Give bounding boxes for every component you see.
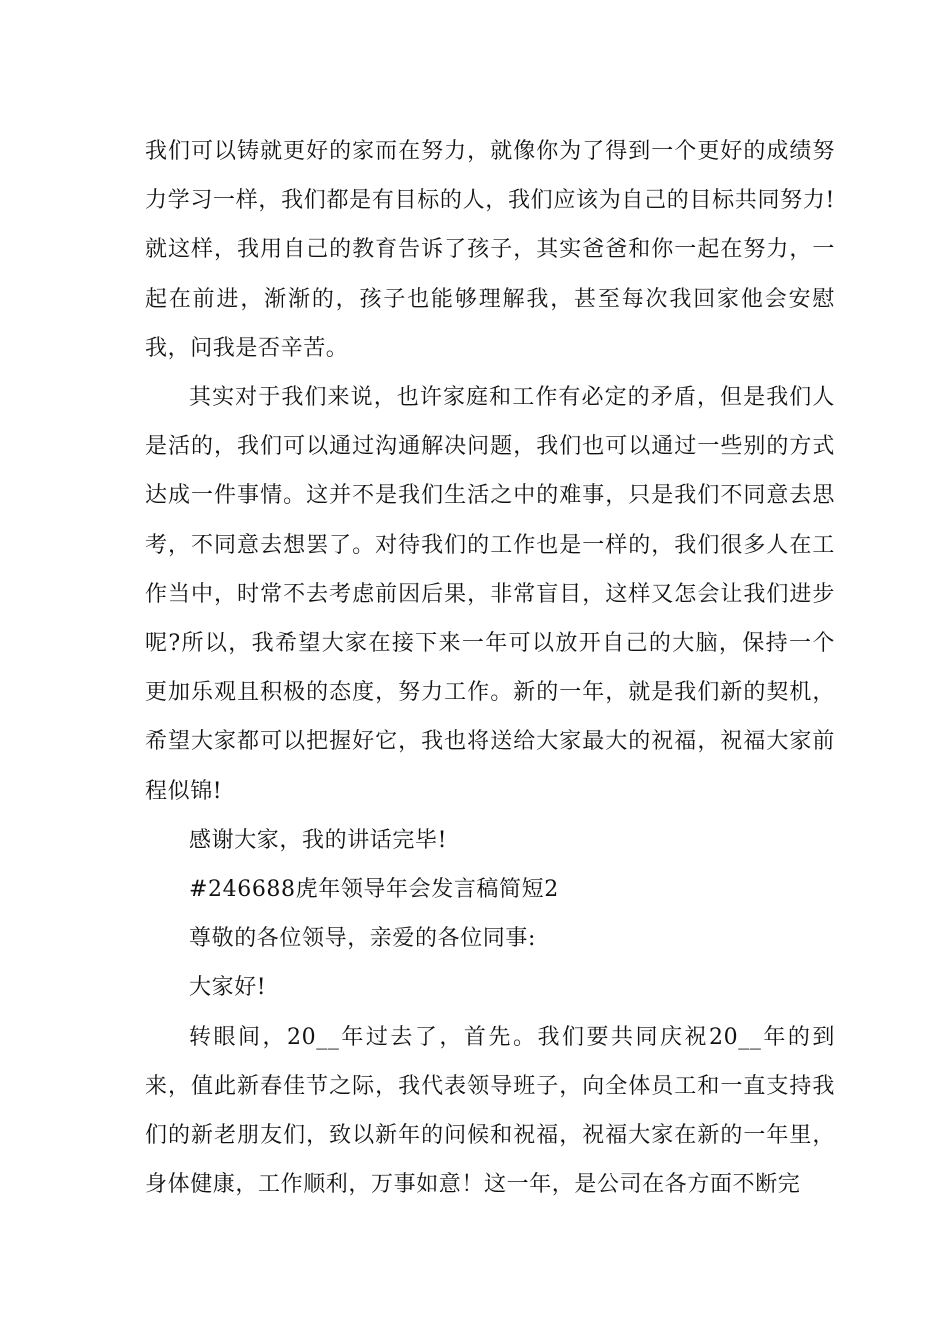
paragraph-work-and-family: 其实对于我们来说，也许家庭和工作有必定的矛盾，但是我们人是活的，我们可以通过沟通解决问题，我们也可以通过一些别的方式达成一件事情。这并不是我们生活之中的难事，只是我们不同意去思考，不同意去想罢了。对待我们的工作也是一样的，我们很多人在工作当中，时常不去考虑前因后果，非常盲目，这样又怎会让我们进步呢?所以，我希望大家在接下来一年可以放开自己的大脑，保持一个更加乐观且积极的态度，努力工作。新的一年，就是我们新的契机，希望大家都可以把握好它，我也将送给大家最大的祝福，祝福大家前程似锦! bbox=[145, 385, 835, 804]
greeting: 大家好! bbox=[189, 975, 267, 1001]
paragraph-thanks: 感谢大家，我的讲话完毕! bbox=[189, 827, 448, 853]
section-heading: #246688虎年领导年会发言稿简短2 bbox=[189, 877, 559, 903]
paragraph-new-year: 转眼间，20__年过去了，首先。我们要共同庆祝20__年的到来，值此新春佳节之际，我代表领导班子，向全体员工和一直支持我们的新老朋友们，致以新年的问候和祝福，祝福大家在新的一年里，身体健康，工作顺利，万事如意！这一年，是公司在各方面不断完 bbox=[145, 1024, 835, 1198]
paragraph-family-effort: 我们可以铸就更好的家而在努力，就像你为了得到一个更好的成绩努力学习一样，我们都是有目标的人，我们应该为自己的目标共同努力!就这样，我用自己的教育告诉了孩子，其实爸爸和你一起在努力，一起在前进，渐渐的，孩子也能够理解我，甚至每次我回家他会安慰我，问我是否辛苦。 bbox=[145, 139, 835, 361]
document-body bbox=[145, 127, 835, 1209]
salutation: 尊敬的各位领导，亲爱的各位同事: bbox=[189, 926, 537, 952]
